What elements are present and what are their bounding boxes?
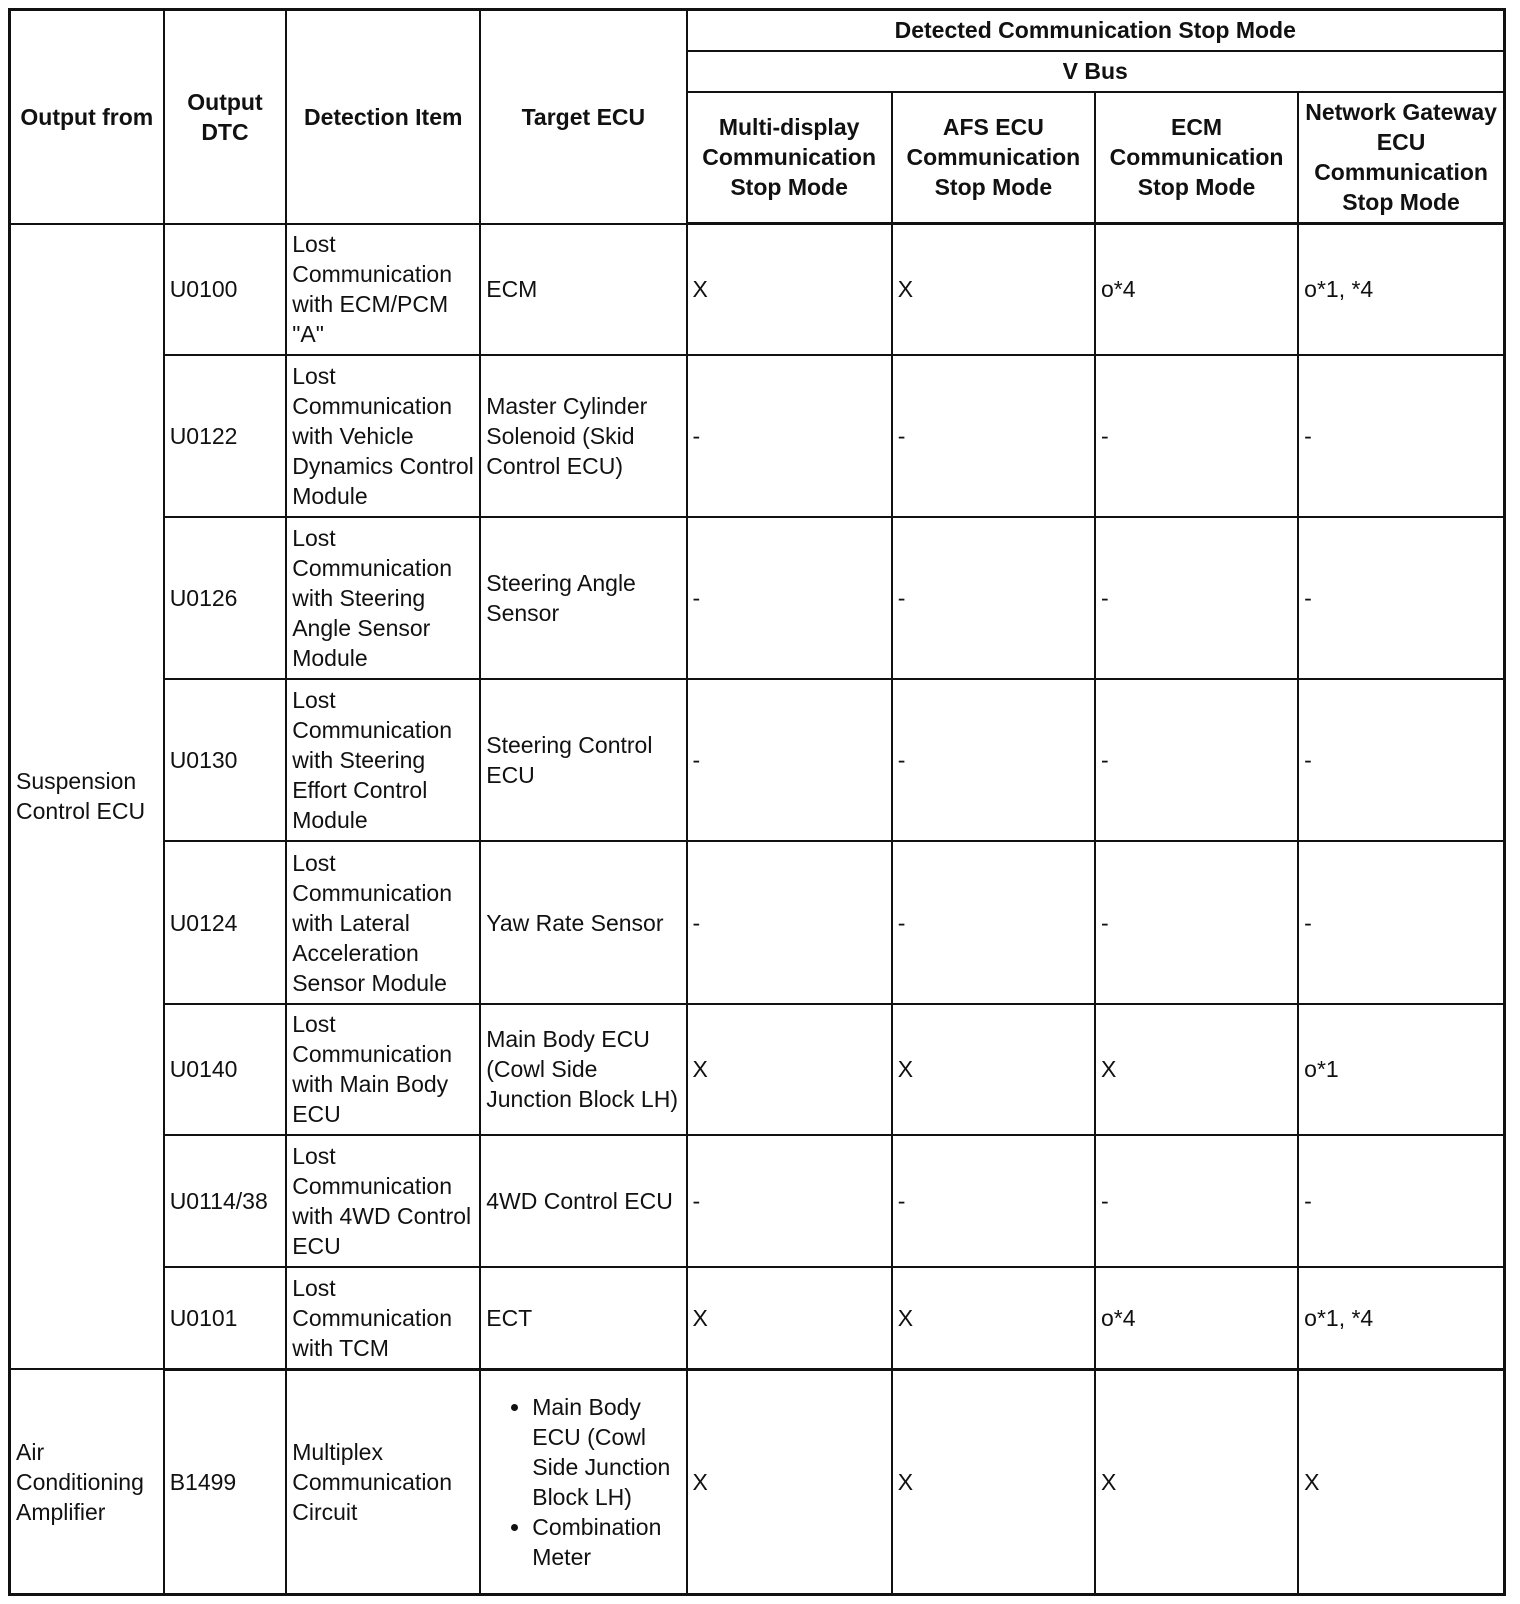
dtc-cell: U0114/38 bbox=[164, 1135, 287, 1267]
table-row bbox=[10, 1369, 1505, 1594]
ecm-mode-cell: - bbox=[1095, 1135, 1298, 1267]
col-header-target-ecu: Target ECU bbox=[480, 10, 686, 224]
table-row bbox=[10, 841, 1505, 1003]
multi-display-mode-cell: X bbox=[687, 1004, 892, 1135]
multi-display-mode-cell: X bbox=[687, 224, 892, 355]
network-gateway-mode-cell: - bbox=[1298, 1135, 1504, 1267]
ecm-mode-cell: - bbox=[1095, 355, 1298, 517]
network-gateway-mode-cell: - bbox=[1298, 841, 1504, 1003]
multi-display-mode-cell: - bbox=[687, 1135, 892, 1267]
multi-display-mode-cell: X bbox=[687, 1369, 892, 1594]
multi-display-mode-cell: X bbox=[687, 1267, 892, 1369]
col-header-afs-ecu-mode: AFS ECU Communication Stop Mode bbox=[892, 92, 1095, 224]
network-gateway-mode-cell: o*1, *4 bbox=[1298, 1267, 1504, 1369]
afs-ecu-mode-cell: - bbox=[892, 679, 1095, 841]
list-item: • Combination Meter bbox=[532, 1512, 680, 1572]
multi-display-mode-cell: - bbox=[687, 841, 892, 1003]
dtc-table bbox=[8, 8, 1506, 1596]
ecm-mode-cell: o*4 bbox=[1095, 224, 1298, 355]
list-item: • Main Body ECU (Cowl Side Junction Block LH) bbox=[532, 1392, 680, 1512]
detection-item-cell: Lost Communication with Steering Angle Sensor Module bbox=[286, 517, 480, 679]
afs-ecu-mode-cell: - bbox=[892, 517, 1095, 679]
afs-ecu-mode-cell: - bbox=[892, 355, 1095, 517]
col-header-output-from: Output from bbox=[10, 10, 164, 224]
table-row bbox=[10, 1135, 1505, 1267]
ecm-mode-cell: o*4 bbox=[1095, 1267, 1298, 1369]
ecm-mode-cell: X bbox=[1095, 1369, 1298, 1594]
output-from-cell: Suspension Control ECU bbox=[10, 224, 164, 1370]
target-ecu-cell: Main Body ECU (Cowl Side Junction Block LH) bbox=[480, 1004, 686, 1135]
target-ecu-cell: Yaw Rate Sensor bbox=[480, 841, 686, 1003]
detection-item-cell: Lost Communication with 4WD Control ECU bbox=[286, 1135, 480, 1267]
afs-ecu-mode-cell: X bbox=[892, 1004, 1095, 1135]
dtc-cell: U0130 bbox=[164, 679, 287, 841]
target-ecu-cell: Steering Angle Sensor bbox=[480, 517, 686, 679]
multi-display-mode-cell: - bbox=[687, 679, 892, 841]
network-gateway-mode-cell: - bbox=[1298, 679, 1504, 841]
col-header-network-gateway-mode: Network Gateway ECU Communication Stop Mode bbox=[1298, 92, 1504, 224]
network-gateway-mode-cell: - bbox=[1298, 517, 1504, 679]
col-header-detection-item: Detection Item bbox=[286, 10, 480, 224]
target-ecu-cell: 4WD Control ECU bbox=[480, 1135, 686, 1267]
table-row bbox=[10, 517, 1505, 679]
detection-item-cell: Lost Communication with Steering Effort Control Module bbox=[286, 679, 480, 841]
table-row bbox=[10, 679, 1505, 841]
detection-item-cell: Lost Communication with ECM/PCM "A" bbox=[286, 224, 480, 355]
ecm-mode-cell: X bbox=[1095, 1004, 1298, 1135]
detection-item-cell: Lost Communication with Main Body ECU bbox=[286, 1004, 480, 1135]
detection-item-cell: Lost Communication with TCM bbox=[286, 1267, 480, 1369]
ecm-mode-cell: - bbox=[1095, 517, 1298, 679]
col-header-output-dtc: Output DTC bbox=[164, 10, 287, 224]
afs-ecu-mode-cell: X bbox=[892, 224, 1095, 355]
col-header-stop-mode-group: Detected Communication Stop Mode bbox=[687, 10, 1505, 51]
detection-item-cell: Lost Communication with Lateral Acceleration Sensor Module bbox=[286, 841, 480, 1003]
dtc-cell: U0122 bbox=[164, 355, 287, 517]
dtc-cell: U0140 bbox=[164, 1004, 287, 1135]
afs-ecu-mode-cell: X bbox=[892, 1267, 1095, 1369]
header-row-1 bbox=[10, 10, 1505, 51]
dtc-cell: U0101 bbox=[164, 1267, 287, 1369]
afs-ecu-mode-cell: - bbox=[892, 841, 1095, 1003]
target-ecu-cell: Steering Control ECU bbox=[480, 679, 686, 841]
table-row bbox=[10, 224, 1505, 355]
target-ecu-cell: Master Cylinder Solenoid (Skid Control ECU) bbox=[480, 355, 686, 517]
detection-item-cell: Multiplex Communication Circuit bbox=[286, 1369, 480, 1594]
col-header-multi-display-mode: Multi-display Communication Stop Mode bbox=[687, 92, 892, 224]
col-header-v-bus: V Bus bbox=[687, 51, 1505, 92]
target-ecu-cell bbox=[480, 1369, 686, 1594]
network-gateway-mode-cell: X bbox=[1298, 1369, 1504, 1594]
target-ecu-list bbox=[486, 1392, 680, 1572]
dtc-cell: B1499 bbox=[164, 1369, 287, 1594]
dtc-cell: U0126 bbox=[164, 517, 287, 679]
multi-display-mode-cell: - bbox=[687, 355, 892, 517]
network-gateway-mode-cell: o*1, *4 bbox=[1298, 224, 1504, 355]
target-ecu-cell: ECM bbox=[480, 224, 686, 355]
output-from-cell: Air Conditioning Amplifier bbox=[10, 1369, 164, 1594]
dtc-cell: U0100 bbox=[164, 224, 287, 355]
afs-ecu-mode-cell: X bbox=[892, 1369, 1095, 1594]
multi-display-mode-cell: - bbox=[687, 517, 892, 679]
table-row bbox=[10, 1004, 1505, 1135]
dtc-cell: U0124 bbox=[164, 841, 287, 1003]
col-header-ecm-mode: ECM Communication Stop Mode bbox=[1095, 92, 1298, 224]
target-ecu-cell: ECT bbox=[480, 1267, 686, 1369]
table-row bbox=[10, 1267, 1505, 1369]
network-gateway-mode-cell: - bbox=[1298, 355, 1504, 517]
afs-ecu-mode-cell: - bbox=[892, 1135, 1095, 1267]
ecm-mode-cell: - bbox=[1095, 841, 1298, 1003]
network-gateway-mode-cell: o*1 bbox=[1298, 1004, 1504, 1135]
detection-item-cell: Lost Communication with Vehicle Dynamics Control Module bbox=[286, 355, 480, 517]
ecm-mode-cell: - bbox=[1095, 679, 1298, 841]
table-row bbox=[10, 355, 1505, 517]
